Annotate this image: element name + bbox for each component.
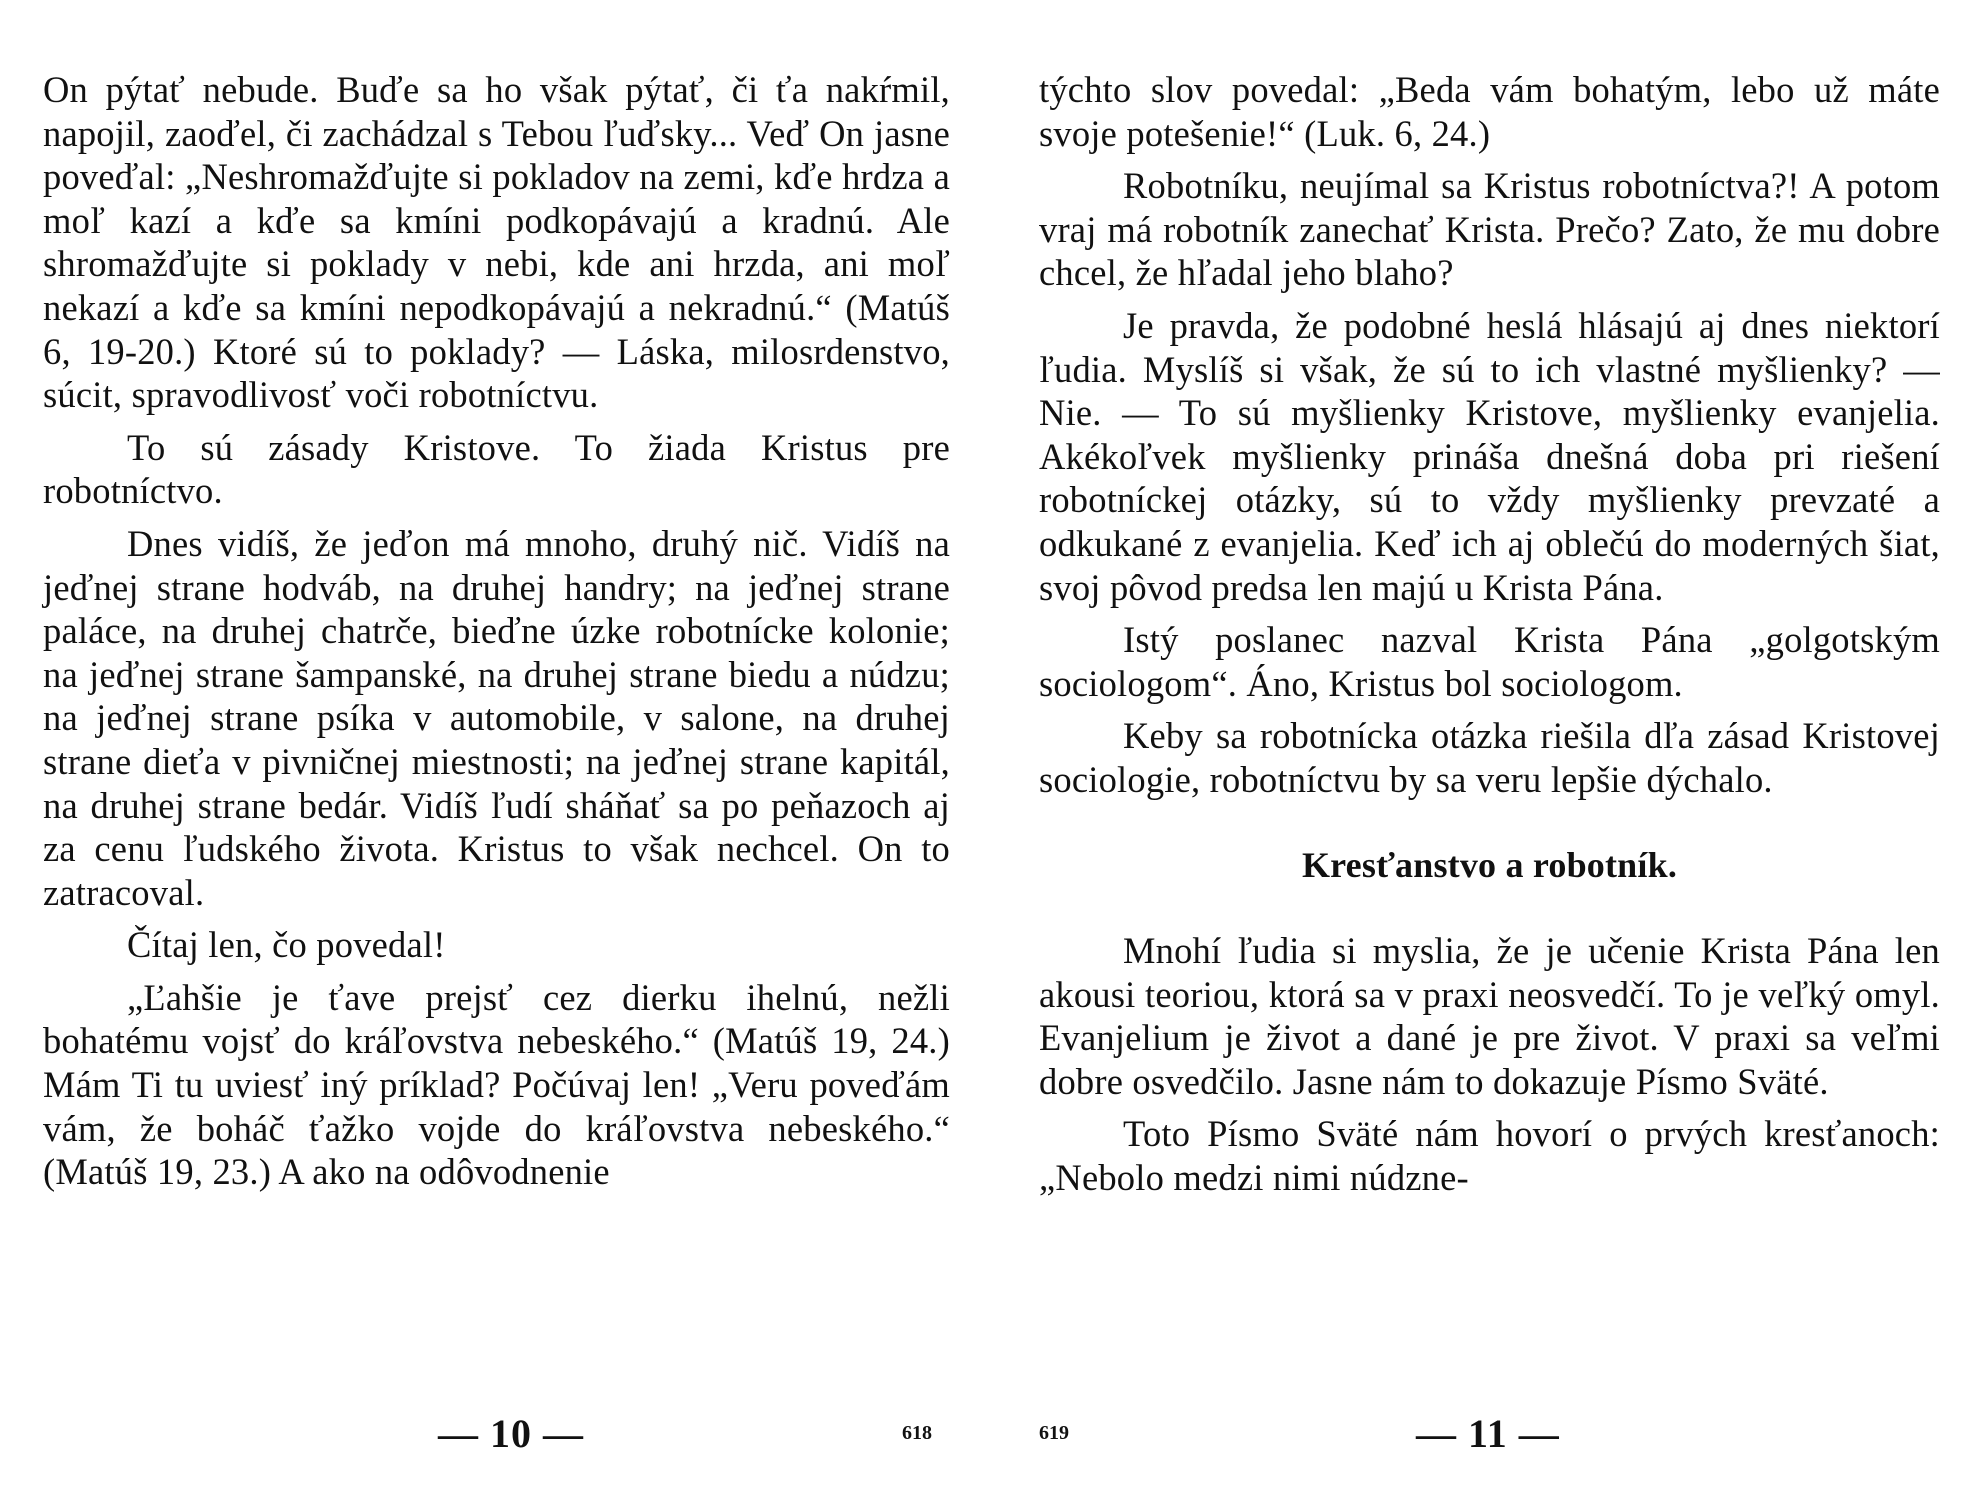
paragraph: Dnes vidíš, že jeďon má mnoho, druhý nič. Vidíš na jeďnej strane hodváb, na druhej handry; na jeďnej strane paláce, na druhej chatrče, bieďne úzke robotnícke kolonie; na jeďnej strane šampanské, na druhej strane biedu a núdzu; na jeďnej strane psíka v automobile, v salone, na druhej strane dieťa v pivničnej miestnosti; na jeďnej strane kapitál, na druhej strane bedár. Vidíš ľudí sháňať sa po peňazoch aj za cenu ľudského života. Kristus to však nechcel. On to zatracoval. bbox=[43, 522, 950, 913]
paragraph: To sú zásady Kristove. To žiada Kristus pre robotníctvo. bbox=[43, 426, 950, 512]
paragraph: Je pravda, že podobné heslá hlásajú aj dnes niektorí ľudia. Myslíš si však, že sú to ich vlastné myšlienky? — Nie. — To sú myšlienky Kristove, myšlienky evanjelia. Akékoľvek myšlienky prináša dnešná doba pri riešení robotníckej otázky, sú to vždy myšlienky prevzaté a odkukané z evanjelia. Keď ich aj oblečú do moderných šiat, svoj pôvod predsa len majú u Krista Pána. bbox=[1039, 304, 1940, 608]
paragraph: týchto slov povedal: „Beda vám bohatým, lebo už máte svoje potešenie!“ (Luk. 6, 24.) bbox=[1039, 69, 1940, 154]
left-page-text bbox=[43, 68, 950, 1203]
paragraph: Robotníku, neujímal sa Kristus robotníctva?! A potom vraj má robotník zanechať Krista. Prečo? Zato, že mu dobre chcel, že hľadal jeho blaho? bbox=[1039, 165, 1940, 294]
right-page bbox=[989, 0, 1978, 1500]
printer-signature-mark: 618 bbox=[902, 1422, 932, 1444]
page-number: — 10 — bbox=[438, 1411, 584, 1456]
paragraph: Mnohí ľudia si myslia, že je učenie Krista Pána len akousi teoriou, ktorá sa v praxi neosvedčí. To je veľký omyl. Evanjelium je život a dané je pre život. V praxi sa veľmi dobre osvedčilo. Jasne nám to dokazuje Písmo Sväté. bbox=[1039, 930, 1940, 1102]
right-page-text bbox=[1039, 68, 1940, 1209]
paragraph: Čítaj len, čo povedal! bbox=[127, 924, 446, 966]
paragraph: „Ľahšie je ťave prejsť cez dierku ihelnú, nežli bohatému vojsť do kráľovstva nebeského.“ (Matúš 19, 24.) Mám Ti tu uviesť iný príklad? Počúvaj len! „Veru poveďám vám, že boháč ťažko vojde do kráľovstva nebeského.“ (Matúš 19, 23.) A ako na odôvodnenie bbox=[43, 976, 950, 1193]
paragraph: Toto Písmo Sväté nám hovorí o prvých kresťanoch: „Nebolo medzi nimi núdzne- bbox=[1039, 1113, 1940, 1199]
paragraph: On pýtať nebude. Buďe sa ho však pýtať, či ťa nakŕmil, napojil, zaoďel, či zachádzal s Tebou ľuďsky... Veď On jasne poveďal: „Neshromažďujte si pokladov na zemi, kďe hrdza a moľ kazí a kďe sa kmíni podkopávajú a kradnú. Ale shromažďujte si poklady v nebi, kde ani hrzda, ani moľ nekazí a kďe sa kmíni nepodkopávajú a nekradnú.“ (Matúš 6, 19-20.) Ktoré sú to poklady? — Láska, milosrdenstvo, súcit, spravodlivosť voči robotníctvu. bbox=[43, 69, 950, 416]
section-heading: Kresťanstvo a robotník. bbox=[1301, 844, 1678, 885]
paragraph: Keby sa robotnícka otázka riešila dľa zásad Kristovej sociologie, robotníctvu by sa veru lepšie dýchalo. bbox=[1039, 715, 1940, 800]
paragraph: Istý poslanec nazval Krista Pána „golgotským sociologom“. Áno, Kristus bol sociologom. bbox=[1039, 619, 1940, 704]
page-number: — 11 — bbox=[1416, 1411, 1560, 1456]
printer-signature-mark: 619 bbox=[1039, 1422, 1069, 1444]
